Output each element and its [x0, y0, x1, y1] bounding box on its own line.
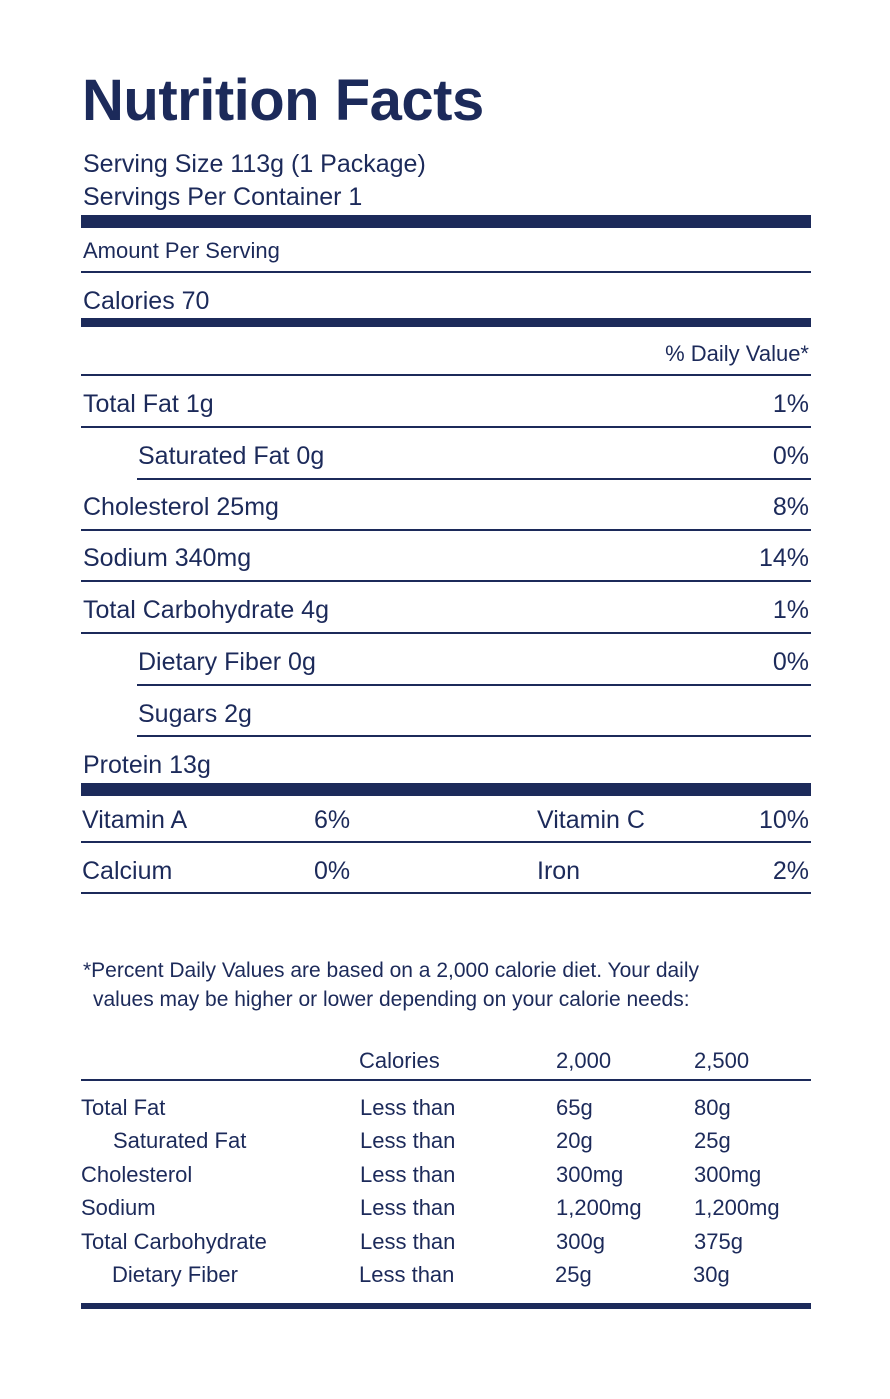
- dv-value-2500: 375g: [694, 1229, 743, 1254]
- calories: Calories 70: [83, 287, 210, 315]
- nutrition-label: [81, 0, 811, 1399]
- nutrient-label: Dietary Fiber 0g: [138, 648, 316, 676]
- divider: [81, 892, 811, 894]
- amount-per-serving: Amount Per Serving: [83, 238, 280, 263]
- dv-value-2000: 25g: [555, 1262, 592, 1287]
- dv-nutrient: Dietary Fiber: [112, 1262, 238, 1287]
- nutrient-label: Protein 13g: [83, 751, 211, 779]
- serving-size: Serving Size 113g (1 Package): [83, 150, 426, 178]
- dv-value-2000: 300g: [556, 1229, 605, 1254]
- dv-limit: Less than: [360, 1195, 456, 1220]
- divider: [137, 684, 811, 686]
- nutrient-label: Sugars 2g: [138, 700, 252, 728]
- nutrient-label: Total Fat 1g: [83, 390, 214, 418]
- dv-limit: Less than: [360, 1128, 456, 1153]
- nutrient-daily-value: 0%: [772, 648, 809, 676]
- dv-value-2500: 80g: [694, 1095, 731, 1120]
- footnote-line: values may be higher or lower depending on your calorie needs:: [93, 988, 690, 1011]
- nutrient-daily-value: 14%: [758, 544, 809, 572]
- nutrient-daily-value: 1%: [772, 596, 809, 624]
- vitamin-percent: 6%: [314, 806, 351, 834]
- divider: [81, 374, 811, 376]
- vitamin-percent: 10%: [758, 806, 809, 834]
- dv-limit: Less than: [359, 1262, 455, 1287]
- dv-value-2500: 25g: [694, 1128, 731, 1153]
- divider: [81, 580, 811, 582]
- dv-table-header: 2,500: [694, 1048, 750, 1073]
- medium-divider: [81, 318, 811, 327]
- nutrient-daily-value: 8%: [772, 493, 809, 521]
- vitamin-name: Vitamin C: [537, 806, 645, 834]
- thick-divider: [81, 215, 811, 228]
- vitamin-name: Calcium: [82, 857, 173, 885]
- divider: [137, 735, 811, 737]
- dv-limit: Less than: [360, 1162, 456, 1187]
- vitamin-name: Iron: [537, 857, 581, 885]
- nutrient-daily-value: 1%: [772, 390, 809, 418]
- vitamin-name: Vitamin A: [82, 806, 188, 834]
- vitamin-percent: 2%: [772, 857, 809, 885]
- divider: [81, 632, 811, 634]
- footnote: [83, 956, 803, 1014]
- dv-nutrient: Cholesterol: [81, 1162, 193, 1187]
- thick-divider: [81, 783, 811, 796]
- vitamin-percent: 0%: [314, 857, 351, 885]
- dv-value-2000: 1,200mg: [556, 1195, 642, 1220]
- divider: [81, 271, 811, 273]
- dv-limit: Less than: [360, 1229, 456, 1254]
- divider: [81, 426, 811, 428]
- nutrient-label: Total Carbohydrate 4g: [83, 596, 329, 624]
- nutrient-label: Saturated Fat 0g: [138, 442, 325, 470]
- divider: [81, 1079, 811, 1081]
- bottom-divider: [81, 1303, 811, 1309]
- divider: [81, 841, 811, 843]
- nutrient-label: Sodium 340mg: [83, 544, 252, 572]
- dv-nutrient: Saturated Fat: [113, 1128, 247, 1153]
- daily-value-header: % Daily Value*: [665, 341, 809, 366]
- dv-nutrient: Total Fat: [81, 1095, 166, 1120]
- dv-value-2500: 1,200mg: [694, 1195, 780, 1220]
- nutrient-label: Cholesterol 25mg: [83, 493, 279, 521]
- dv-nutrient: Total Carbohydrate: [81, 1229, 267, 1254]
- dv-value-2500: 300mg: [694, 1162, 762, 1187]
- footnote-line: *Percent Daily Values are based on a 2,000 calorie diet. Your daily: [83, 959, 700, 982]
- dv-value-2000: 300mg: [556, 1162, 624, 1187]
- dv-nutrient: Sodium: [81, 1195, 156, 1220]
- divider: [81, 529, 811, 531]
- dv-table-header: 2,000: [556, 1048, 612, 1073]
- dv-value-2500: 30g: [693, 1262, 730, 1287]
- dv-value-2000: 65g: [556, 1095, 593, 1120]
- page-title: Nutrition Facts: [82, 68, 484, 133]
- servings-per-container: Servings Per Container 1: [83, 183, 363, 211]
- nutrient-daily-value: 0%: [772, 442, 809, 470]
- divider: [137, 478, 811, 480]
- dv-table-header: Calories: [359, 1048, 440, 1073]
- dv-value-2000: 20g: [556, 1128, 593, 1153]
- dv-limit: Less than: [360, 1095, 456, 1120]
